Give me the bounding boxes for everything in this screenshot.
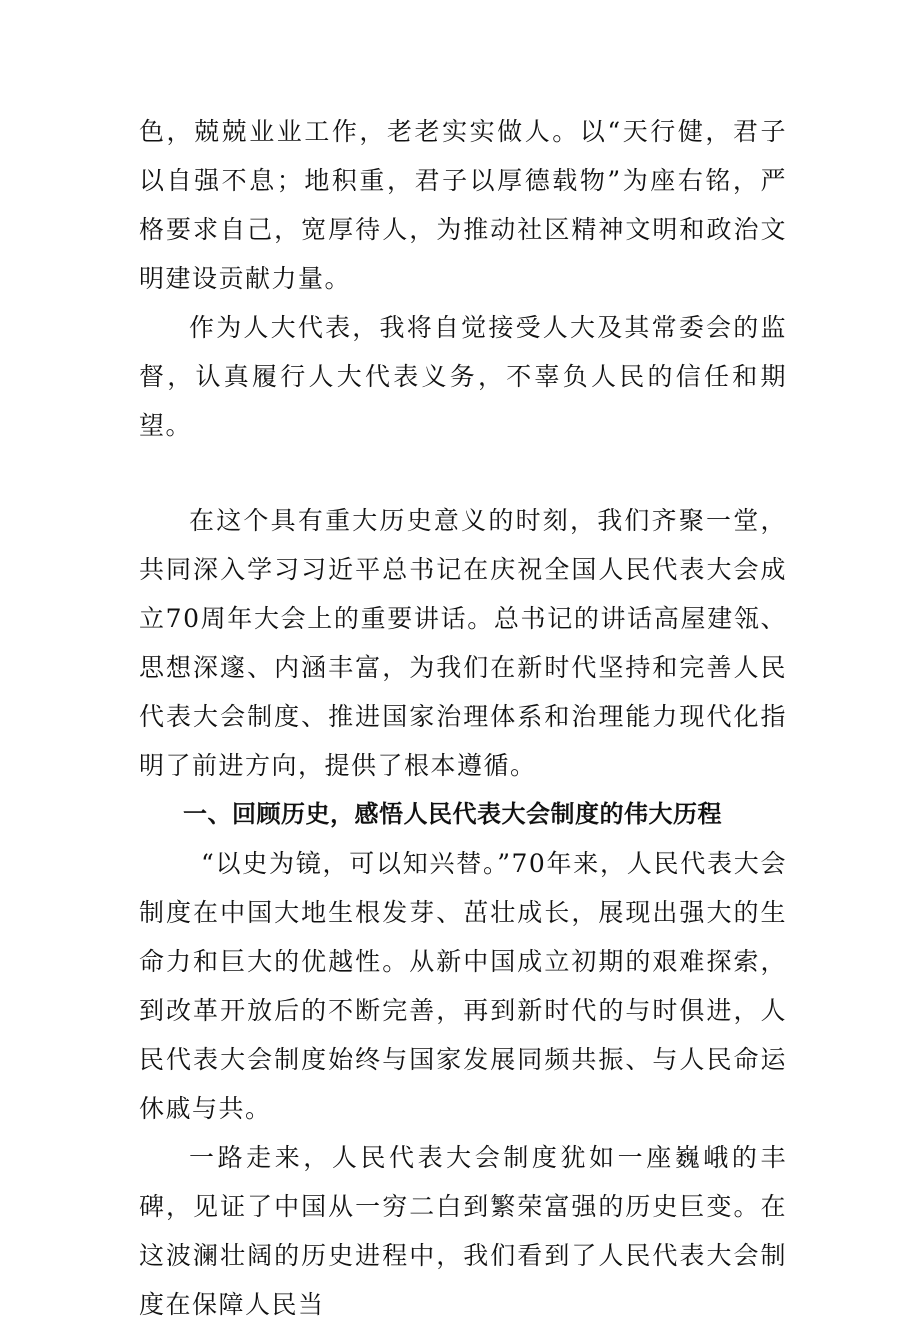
paragraph-history: “以史为镜，可以知兴替。”70年来，人民代表大会制度在中国大地生根发芽、茁壮成长，展现出强大的生命力和巨大的优越性。从新中国成立初期的艰难探索，到改革开放后的不断完善，再到新时代的与时俱进，人民代表大会制度始终与国家发展同频共振、与人民命运休戚与共。 [139,849,787,1123]
section-heading: 一、回顾历史，感悟人民代表大会制度的伟大历程 [183,800,722,828]
paragraph-continuation: 色，兢兢业业工作，老老实实做人。以“天行健，君子以自强不息；地积重，君子以厚德载物”为座右铭，严格要求自己，宽厚待人，为推动社区精神文明和政治文明建设贡献力量。 [139,117,787,293]
section-gap [139,450,787,496]
document-body [139,107,787,1329]
paragraph-intro: 在这个具有重大历史意义的时刻，我们齐聚一堂，共同深入学习习近平总书记在庆祝全国人民代表大会成立70周年大会上的重要讲话。总书记的讲话高屋建瓴、思想深邃、内涵丰富，为我们在新时代坚持和完善人民代表大会制度、推进国家治理体系和治理能力现代化指明了前进方向，提供了根本遵循。 [139,506,787,780]
paragraph-deputy-pledge: 作为人大代表，我将自觉接受人大及其常委会的监督，认真履行人大代表义务，不辜负人民的信任和期望。 [139,313,787,440]
paragraph-monument: 一路走来，人民代表大会制度犹如一座巍峨的丰碑，见证了中国从一穷二白到繁荣富强的历史巨变。在这波澜壮阔的历史进程中，我们看到了人民代表大会制度在保障人民当 [139,1143,787,1319]
